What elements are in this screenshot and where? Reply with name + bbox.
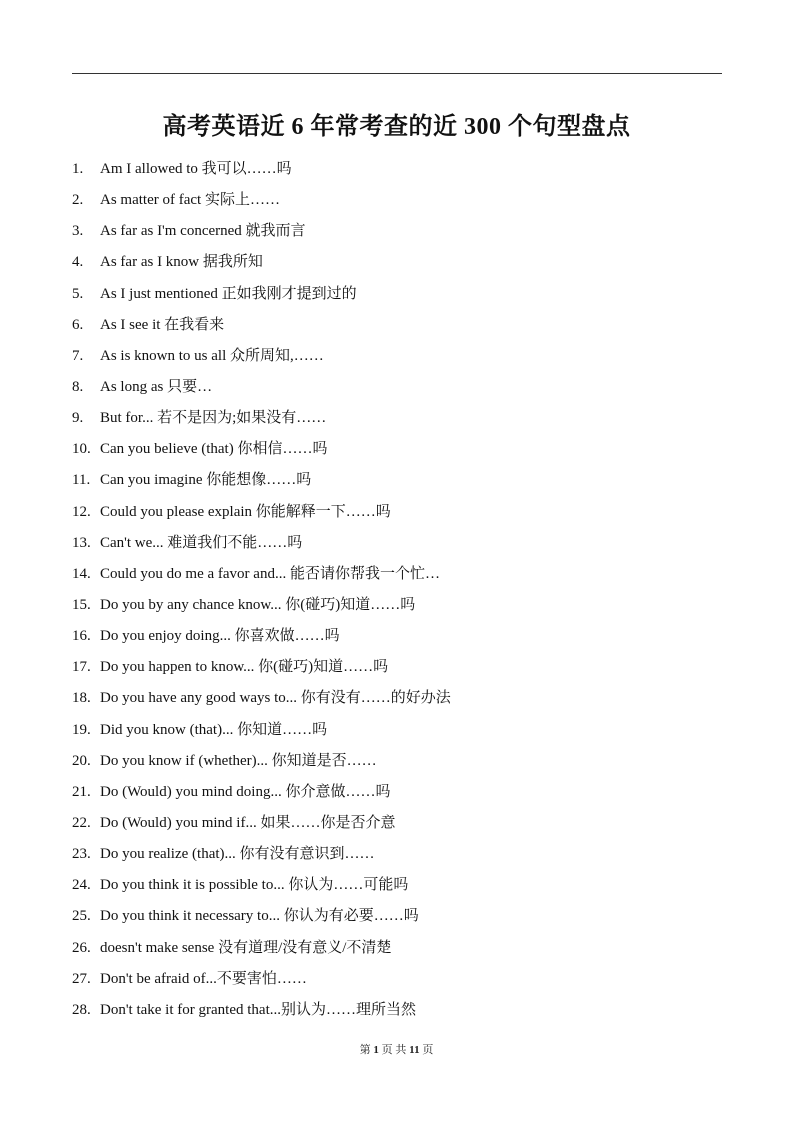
footer-prefix: 第: [359, 1044, 371, 1056]
item-text: Could you please explain 你能解释一下……吗: [100, 503, 391, 520]
list-item: [72, 437, 732, 468]
list-item: [72, 936, 732, 967]
item-text: Did you know (that)... 你知道……吗: [100, 721, 328, 738]
item-text: As far as I know 据我所知: [100, 254, 263, 271]
item-number: 19.: [72, 721, 91, 738]
item-text: doesn't make sense 没有道理/没有意义/不清楚: [100, 939, 392, 956]
list-item: [72, 157, 732, 188]
item-number: 8.: [72, 378, 84, 395]
list-item: [72, 842, 732, 873]
list-item: [72, 967, 732, 998]
list-item: [72, 313, 732, 344]
list-item: [72, 749, 732, 780]
item-text: Can't we... 难道我们不能……吗: [100, 534, 303, 551]
item-text: As is known to us all 众所周知,……: [100, 347, 324, 364]
item-text: Do (Would) you mind if... 如果……你是否介意: [100, 814, 396, 831]
item-number: 15.: [72, 596, 91, 613]
footer-suffix: 页: [422, 1044, 434, 1056]
list-item: [72, 219, 732, 250]
list-item: [72, 873, 732, 904]
item-number: 1.: [72, 161, 84, 177]
list-item: [72, 780, 732, 811]
item-number: 17.: [72, 659, 91, 676]
list-item: [72, 344, 732, 375]
item-text: But for... 若不是因为;如果没有……: [100, 410, 327, 427]
list-item: [72, 655, 732, 686]
item-text: As far as I'm concerned 就我而言: [100, 223, 306, 240]
list-item: [72, 188, 732, 219]
list-item: [72, 468, 732, 499]
item-number: 25.: [72, 908, 91, 925]
item-text: Do you think it is possible to... 你认为……可能吗: [100, 877, 409, 894]
item-number: 14.: [72, 565, 91, 582]
item-text: Don't be afraid of...不要害怕……: [100, 970, 307, 987]
item-number: 4.: [72, 254, 84, 271]
item-text: As I see it 在我看来: [100, 316, 225, 333]
item-text: As I just mentioned 正如我刚才提到过的: [100, 285, 357, 302]
list-item: [72, 904, 732, 935]
document-title: 高考英语近 6 年常考查的近 300 个句型盘点: [162, 114, 631, 140]
item-number: 23.: [72, 846, 91, 863]
header-rule: [72, 73, 722, 74]
item-text: Do you enjoy doing... 你喜欢做……吗: [100, 628, 340, 645]
item-number: 18.: [72, 690, 91, 707]
item-text: Don't take it for granted that...别认为……理所当然: [100, 1001, 416, 1018]
item-text: Could you do me a favor and... 能否请你帮我一个忙…: [100, 565, 440, 582]
item-number: 24.: [72, 877, 91, 894]
list-item: [72, 686, 732, 717]
footer-total-pages: 11: [409, 1044, 420, 1056]
item-number: 27.: [72, 970, 91, 987]
item-text: Do you have any good ways to... 你有没有……的好办法: [100, 690, 451, 707]
item-text: Do (Would) you mind doing... 你介意做……吗: [100, 783, 391, 800]
item-number: 2.: [72, 192, 84, 209]
item-number: 7.: [72, 347, 84, 364]
item-number: 9.: [72, 410, 84, 427]
item-number: 26.: [72, 939, 91, 956]
item-text: As matter of fact 实际上……: [100, 192, 280, 209]
item-text: Do you know if (whether)... 你知道是否……: [100, 752, 377, 769]
item-text: Do you think it necessary to... 你认为有必要……吗: [100, 908, 419, 925]
list-item: [72, 250, 732, 281]
item-number: 11.: [72, 472, 91, 489]
item-text: Do you by any chance know... 你(碰巧)知道……吗: [100, 596, 416, 613]
list-item: [72, 562, 732, 593]
item-number: 12.: [72, 503, 91, 520]
list-item: [72, 718, 732, 749]
item-text: Can you believe (that) 你相信……吗: [100, 441, 328, 458]
list-item: [72, 624, 732, 655]
item-text: Do you realize (that)... 你有没有意识到……: [100, 846, 375, 863]
list-item: [72, 282, 732, 313]
item-number: 3.: [72, 223, 84, 240]
item-number: 10.: [72, 441, 91, 458]
item-number: 22.: [72, 814, 91, 831]
list-item: [72, 811, 732, 842]
item-number: 21.: [72, 783, 91, 800]
item-text: Can you imagine 你能想像……吗: [100, 472, 312, 489]
footer-middle: 页 共: [381, 1044, 407, 1056]
sentence-pattern-list: [72, 157, 732, 1029]
list-item: [72, 593, 732, 624]
item-number: 5.: [72, 285, 84, 302]
footer-page-number: 1: [373, 1044, 379, 1056]
item-number: 13.: [72, 534, 91, 551]
page-footer: [0, 1042, 793, 1058]
item-number: 28.: [72, 1001, 91, 1018]
item-number: 16.: [72, 628, 91, 645]
list-item: [72, 375, 732, 406]
item-text: Am I allowed to 我可以……吗: [100, 161, 292, 177]
list-item: [72, 531, 732, 562]
item-number: 20.: [72, 752, 91, 769]
list-item: [72, 998, 732, 1029]
list-item: [72, 500, 732, 531]
item-text: Do you happen to know... 你(碰巧)知道……吗: [100, 659, 389, 676]
list-item: [72, 406, 732, 437]
item-text: As long as 只要…: [100, 378, 213, 395]
item-number: 6.: [72, 316, 84, 333]
